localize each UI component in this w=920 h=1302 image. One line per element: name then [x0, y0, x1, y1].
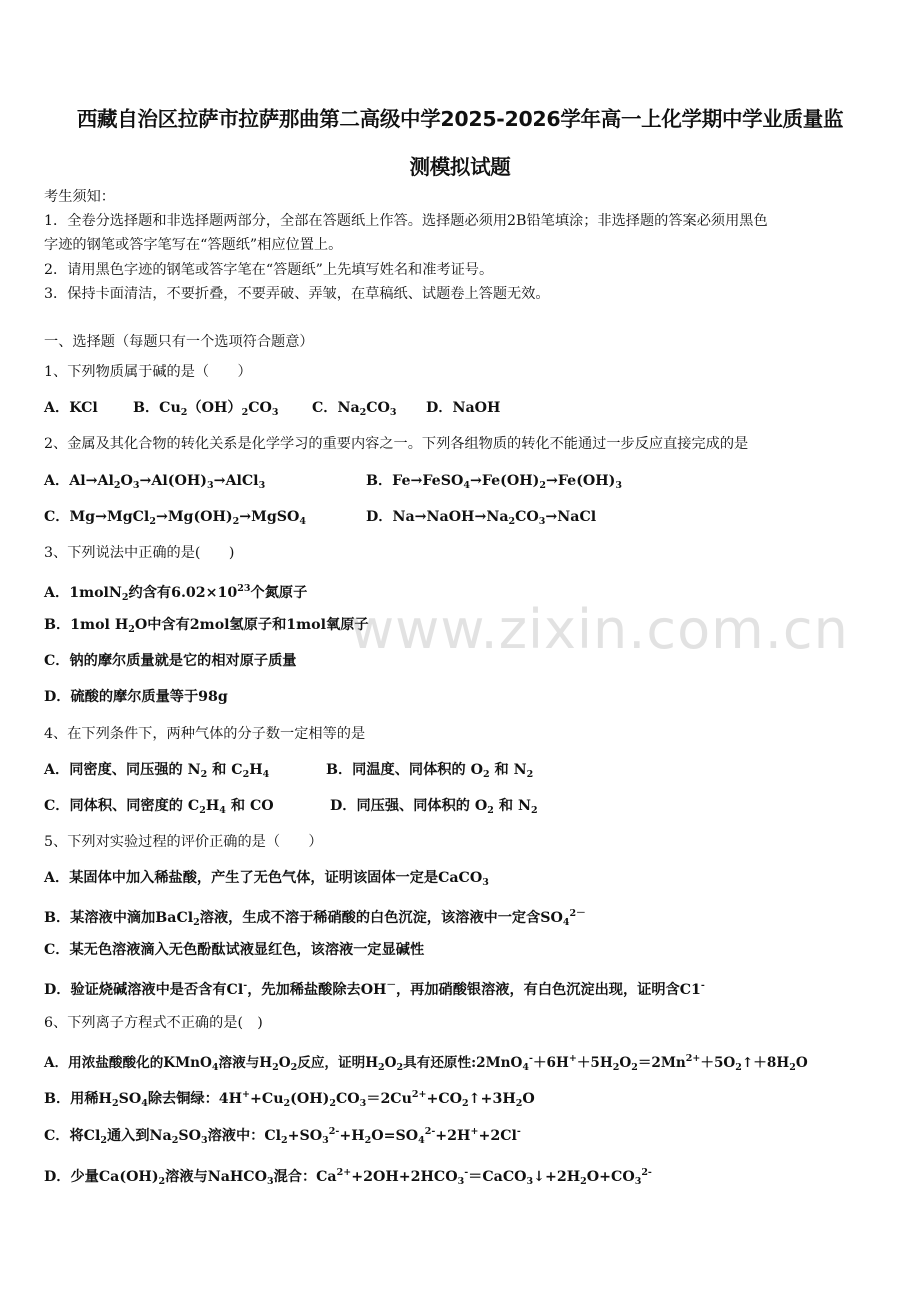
q1-option-c: C．$Na_2CO_3$ [312, 400, 397, 418]
exam-title-line2: 测模拟试题 [409, 155, 511, 179]
q2-option-d: D．$Na\to NaOH\to Na_2CO_3\to NaCl$ [366, 509, 597, 527]
q3-option-c: C．钠的摩尔质量就是它的相对原子质量 [44, 653, 297, 669]
notice-heading: 考生须知： [44, 189, 115, 205]
q3-option-b: B．1mol $H_2O$中含有2mol氢原子和1mol氧原子 [44, 617, 369, 635]
q2-option-c: C．$Mg\to MgCl_2\to Mg(OH)_2\to MgSO_4$ [44, 509, 307, 527]
q1-option-b: B．$Cu_2(OH)_2CO_3$ [133, 400, 279, 418]
notice-item-2: 2．请用黑色字迹的钢笔或答字笔在“答题纸”上先填写姓名和准考证号。 [44, 262, 494, 278]
notice-item-3: 3．保持卡面清洁，不要折叠，不要弄破、弄皱，在草稿纸、试题卷上答题无效。 [44, 286, 550, 302]
q6-option-a: A．用浓盐酸酸化的KMnO$_4$溶液与$H_2O_2$反应，证明$H_2O_2$具有还原性$:2MnO_4^-+6H^++5H_2O_2=2Mn^{2+}+5O_2↑+8H_2O$ [44, 1053, 808, 1073]
q6-option-b: B．用稀$H_2SO_4$除去铜绿：$4H^++Cu_2(OH)_2CO_3=2Cu^{2+}+CO_2↑+3H_2O$ [44, 1089, 535, 1109]
q4-option-d: D．同压强、同体积的 $O_2$ 和 $N_2$ [330, 798, 538, 816]
exam-title-line1: 西藏自治区拉萨市拉萨那曲第二高级中学2025-2026学年高一上化学期中学业质量监 [76, 107, 844, 131]
q4-option-c: C．同体积、同密度的 $C_2H_4$ 和 CO [44, 798, 274, 816]
q6-option-d: D．少量$Ca(OH)_2$溶液与NaHCO$_3$混合：$Ca^{2+}+2OH+2HCO_3^-=CaCO_3↓+2H_2O+CO_3^{2-}$ [44, 1167, 652, 1187]
q3-option-a: A．1molN$_2$约含有$6.02\times 10^{23}$个氮原子 [44, 583, 308, 603]
q2-stem: 2、金属及其化合物的转化关系是化学学习的重要内容之一。下列各组物质的转化不能通过一步反应直接完成的是 [44, 436, 749, 452]
q5-option-d: D．验证烧碱溶液中是否含有Cl-，先加稀盐酸除去OH－，再加硝酸银溶液，有白色沉淀出现，证明含C1- [44, 980, 705, 998]
q5-option-a: A．某固体中加入稀盐酸，产生了无色气体，证明该固体一定是CaCO$_3$ [44, 870, 489, 888]
q4-stem: 4、在下列条件下，两种气体的分子数一定相等的是 [44, 726, 366, 742]
q1-option-a: A．KCl [44, 400, 98, 416]
q5-option-b: B．某溶液中滴加BaCl$_2$溶液，生成不溶于稀硝酸的白色沉淀，该溶液中一定含$SO_4^{2-}$ [44, 908, 586, 928]
q4-option-a: A．同密度、同压强的 $N_2$ 和 $C_2H_4$ [44, 762, 270, 780]
q3-option-d: D．硫酸的摩尔质量等于98g [44, 689, 228, 705]
q2-option-b: B．$Fe\to FeSO_4\to Fe(OH)_2\to Fe(OH)_3$ [366, 473, 623, 491]
q3-stem: 3、下列说法中正确的是( ) [44, 545, 235, 561]
notice-item-1-cont: 字迹的钢笔或答字笔写在“答题纸”相应位置上。 [44, 237, 343, 253]
notice-item-1: 1．全卷分选择题和非选择题两部分，全部在答题纸上作答。选择题必须用2B铅笔填涂；非选择题的答案必须用黑色 [44, 213, 768, 229]
q1-stem: 1、下列物质属于碱的是（ ） [44, 364, 252, 380]
section-heading: 一、选择题（每题只有一个选项符合题意） [44, 334, 314, 350]
q6-stem: 6、下列离子方程式不正确的是( ) [44, 1015, 263, 1031]
watermark: www.zixin.com.cn [350, 598, 849, 661]
q5-stem: 5、下列对实验过程的评价正确的是（ ） [44, 834, 323, 850]
q1-option-d: D．NaOH [426, 400, 501, 416]
q5-option-c: C．某无色溶液滴入无色酚酞试液显红色，该溶液一定显碱性 [44, 942, 425, 958]
q6-option-c: C．将$Cl_2$通入到$Na_2SO_3$溶液中：$Cl_2+SO_3^{2-}+H_2O=SO_4^{2-}+2H^++2Cl^-$ [44, 1126, 521, 1146]
q4-option-b: B．同温度、同体积的 $O_2$ 和 $N_2$ [326, 762, 534, 780]
q2-option-a: A．$Al\to Al_2O_3\to Al(OH)_3\to AlCl_3$ [44, 473, 266, 491]
